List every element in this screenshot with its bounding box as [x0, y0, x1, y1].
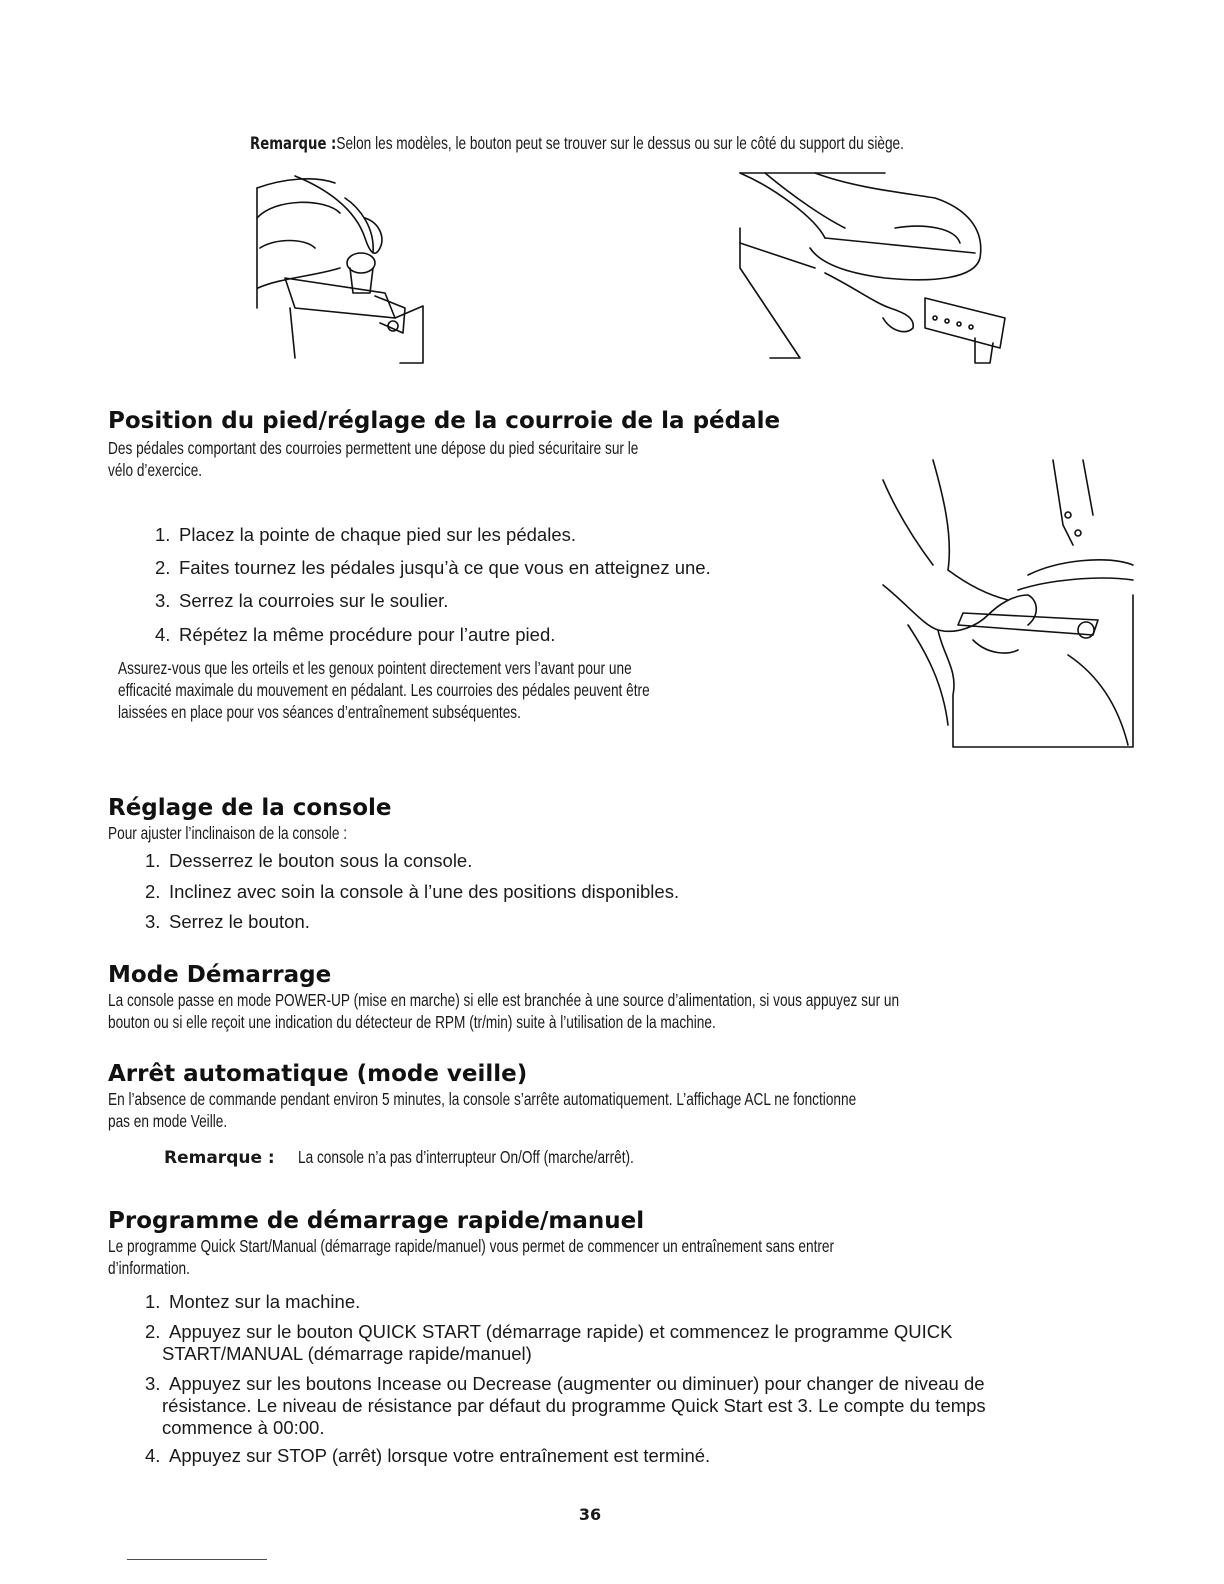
- list-item: 1. Placez la pointe de chaque pied sur les pédales.: [155, 524, 576, 545]
- page-number: 36: [578, 1505, 602, 1524]
- quick-start-line2: d’information.: [108, 1258, 190, 1278]
- list-item: 4. Répétez la même procédure pour l’autre pied.: [155, 624, 556, 645]
- seat-knob-side-illustration: [735, 168, 1010, 368]
- auto-off-section-title: Arrêt automatique (mode veille): [108, 1061, 528, 1087]
- auto-off-note: [164, 1146, 729, 1168]
- startup-line2: bouton ou si elle reçoit une indication du détecteur de RPM (tr/min) suite à l’utilisation de la machine.: [108, 1012, 716, 1032]
- list-item: 2. Appuyez sur le bouton QUICK START (démarrage rapide) et commencez le programme QUICK: [145, 1321, 953, 1342]
- note-text: La console n’a pas d’interrupteur On/Off (marche/arrêt).: [298, 1147, 634, 1167]
- note-label: Remarque :: [164, 1148, 275, 1168]
- pedal-section-title: Position du pied/réglage de la courroie de la pédale: [108, 408, 781, 434]
- pedal-outro-line2: efficacité maximale du mouvement en pédalant. Les courroies des pédales peuvent être: [118, 680, 650, 700]
- pedal-strap-illustration: [878, 455, 1136, 750]
- list-item: 2. Inclinez avec soin la console à l’une des positions disponibles.: [145, 881, 680, 902]
- pedal-intro-line1: Des pédales comportant des courroies permettent une dépose du pied sécuritaire sur le: [108, 438, 639, 458]
- pedal-outro-line1: Assurez-vous que les orteils et les genoux pointent directement vers l’avant pour une: [118, 658, 632, 678]
- list-item-continuation: résistance. Le niveau de résistance par défaut du programme Quick Start est 3. Le compte du temps: [162, 1395, 986, 1416]
- auto-off-line1: En l’absence de commande pendant environ 5 minutes, la console s’arrête automatiquement. L’affichage ACL ne fonctionne: [108, 1089, 857, 1109]
- note-label: Remarque :: [250, 134, 337, 154]
- pedal-intro-line2: vélo d’exercice.: [108, 460, 203, 480]
- startup-line1: La console passe en mode POWER-UP (mise en marche) si elle est branchée à une source d’alimentation, si vous appuyez sur un: [108, 990, 900, 1010]
- console-intro: Pour ajuster l’inclinaison de la console :: [108, 823, 348, 843]
- list-item: 2. Faites tournez les pédales jusqu’à ce que vous en atteignez une.: [155, 557, 711, 578]
- quick-start-line1: Le programme Quick Start/Manual (démarrage rapide/manuel) vous permet de commencer un entraînement sans entrer: [108, 1236, 835, 1256]
- console-section-title: Réglage de la console: [108, 795, 392, 821]
- list-item: 3. Appuyez sur les boutons Incease ou Decrease (augmenter ou diminuer) pour changer de niveau de: [145, 1373, 985, 1394]
- seat-knob-note: [250, 132, 904, 155]
- list-item: 3. Serrez le bouton.: [145, 911, 310, 932]
- footer-rule: [127, 1559, 267, 1560]
- note-text: Selon les modèles, le bouton peut se trouver sur le dessus ou sur le côté du support du siège.: [336, 133, 904, 153]
- quick-start-section-title: Programme de démarrage rapide/manuel: [108, 1208, 645, 1234]
- list-item: 3. Serrez la courroies sur le soulier.: [155, 590, 449, 611]
- startup-section-title: Mode Démarrage: [108, 962, 332, 988]
- list-item-continuation: commence à 00:00.: [162, 1417, 325, 1438]
- list-item: 1. Montez sur la machine.: [145, 1291, 361, 1312]
- pedal-outro-line3: laissées en place pour vos séances d’entraînement subséquentes.: [118, 702, 521, 722]
- auto-off-line2: pas en mode Veille.: [108, 1111, 228, 1131]
- list-item: 4. Appuyez sur STOP (arrêt) lorsque votre entraînement est terminé.: [145, 1445, 711, 1466]
- list-item: 1. Desserrez le bouton sous la console.: [145, 850, 473, 871]
- seat-knob-top-illustration: [255, 168, 430, 368]
- list-item-continuation: START/MANUAL (démarrage rapide/manuel): [162, 1343, 532, 1364]
